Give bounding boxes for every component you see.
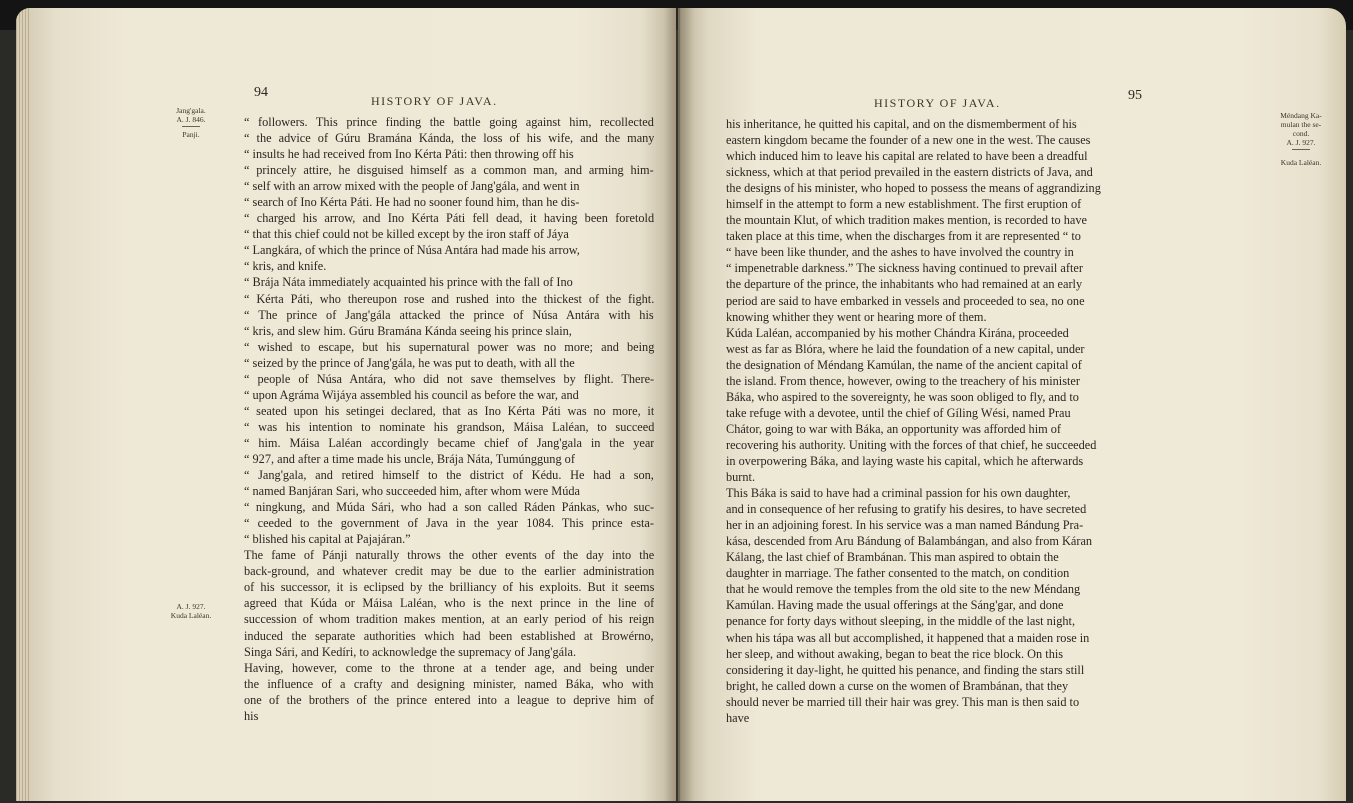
text-line: “ followers. This prince finding the battle going against him, recollected bbox=[244, 115, 654, 129]
text-line: bright, he called down a curse on the women of Brambánan, that they bbox=[726, 678, 1069, 693]
text-line: west as far as Blóra, where he laid the foundation of a new capital, under bbox=[726, 341, 1085, 356]
text-line: “ ningkung, and Múda Sári, who had a son called Ráden Pánkas, who suc- bbox=[244, 500, 654, 515]
body-text bbox=[244, 114, 654, 724]
text-line: considering it day-light, he quitted his penance, and finding the stars still bbox=[726, 662, 1085, 677]
text-line: “ was his intention to nominate his grandson, Máisa Laléan, to succeed bbox=[244, 419, 654, 434]
text-line: induced the separate authorities which had been established at Browérno, bbox=[244, 628, 654, 643]
text-line: “ impenetrable darkness.” The sickness having continued to prevail after bbox=[726, 261, 1083, 276]
left-page-edge bbox=[16, 8, 30, 801]
page-number: 94 bbox=[254, 85, 268, 100]
text-line: “ ceeded to the government of Java in the year 1084. This prince esta- bbox=[244, 516, 654, 531]
text-line: succession of whom tradition makes mention, at an early period of his reign bbox=[244, 612, 654, 627]
text-line: kása, descended from Aru Bándung of Balambángan, and also from Káran bbox=[726, 534, 1093, 549]
margin-note: A. J. 927. Kuda Laléan. bbox=[170, 602, 212, 620]
text-line: “ self with an arrow mixed with the people of Jang'gála, and went in bbox=[244, 179, 580, 194]
text-line: when his tápa was all but accomplished, it happened that a maiden rose in bbox=[726, 630, 1090, 645]
margin-note: Méndang Ka- mulan the se- cond. A. J. 927. bbox=[1276, 111, 1326, 152]
text-line: Having, however, come to the throne at a tender age, and being under bbox=[244, 660, 654, 675]
text-line: her in an adjoining forest. In his service was a man named Bándung Pra- bbox=[726, 518, 1084, 533]
margin-note: Panji. bbox=[182, 130, 200, 139]
text-line: daughter in marriage. The father consented to the match, on condition bbox=[726, 566, 1070, 581]
text-line: should never be married till their hair was grey. This man is then said to bbox=[726, 694, 1080, 709]
text-line: “ have been like thunder, and the ashes to have involved the country in bbox=[726, 245, 1074, 260]
text-line: in overpowering Báka, and laying waste his capital, which he afterwards bbox=[726, 453, 1084, 468]
margin-note: Jang'gala. A. J. 846. bbox=[168, 106, 214, 129]
text-line: “ upon Agráma Wijáya assembled his council as before the war, and bbox=[244, 387, 579, 402]
text-line: “ him. Máisa Laléan accordingly became chief of Jang'gala in the year bbox=[244, 435, 654, 450]
text-line: have bbox=[726, 710, 750, 725]
text-line: “ named Banjáran Sari, who succeeded him, after whom were Múda bbox=[244, 484, 580, 499]
text-line: that he would remove the temples from the old site to the new Méndang bbox=[726, 582, 1081, 597]
text-line: agreed that Kúda or Máisa Laléan, who is the next prince in the line of bbox=[244, 596, 654, 611]
text-line: the designation of Méndang Kamúlan, the name of the ancient capital of bbox=[726, 357, 1082, 372]
text-line: himself in the attempt to form a new establishment. The first eruption of bbox=[726, 197, 1082, 212]
text-line: “ kris, and slew him. Gúru Bramána Kánda seeing his prince slain, bbox=[244, 323, 572, 338]
running-head: HISTORY OF JAVA. bbox=[874, 96, 1001, 110]
open-book bbox=[16, 8, 1346, 801]
text-line: Chátor, going to war with Báka, an opportunity was afforded him of bbox=[726, 421, 1061, 436]
left-page bbox=[16, 8, 676, 801]
right-page bbox=[678, 8, 1346, 801]
text-line: “ 927, and after a time made his uncle, Brája Náta, Tumúnggung of bbox=[244, 451, 575, 466]
text-line: her sleep, and without awaking, began to beat the rice block. On this bbox=[726, 646, 1064, 661]
margin-note: Kuda Laléan. bbox=[1280, 158, 1322, 167]
text-line: “ The prince of Jang'gála attacked the prince of Núsa Antára with his bbox=[244, 307, 654, 322]
text-line: one of the brothers of the prince entered into a league to deprive him of bbox=[244, 692, 654, 707]
text-line: “ princely attire, he disguised himself as a common man, and arming him- bbox=[244, 163, 654, 178]
text-line: and in consequence of her refusing to gratify his desires, to have secreted bbox=[726, 502, 1087, 517]
text-line: period are said to have embarked in vessels and proceeded to sea, no one bbox=[726, 293, 1085, 308]
text-line: Báka, who aspired to the sovereignty, he was soon obliged to fly, and to bbox=[726, 389, 1079, 404]
text-line: This Báka is said to have had a criminal passion for his own daughter, bbox=[726, 486, 1071, 501]
text-line: Kúda Laléan, accompanied by his mother Chándra Kirána, proceeded bbox=[726, 325, 1069, 340]
text-line: Singa Sári, and Kedíri, to acknowledge the supremacy of Jang'gála. bbox=[244, 644, 577, 659]
text-line: the mountain Klut, of which tradition makes mention, is recorded to have bbox=[726, 213, 1087, 228]
text-line: “ wished to escape, but his supernatural power was no more; and being bbox=[244, 339, 654, 354]
text-line: the departure of the prince, the inhabitants who had remained at an early bbox=[726, 277, 1083, 292]
text-line: “ Kérta Páti, who thereupon rose and rushed into the thickest of the fight. bbox=[244, 291, 654, 306]
text-line: “ Jang'gala, and retired himself to the district of Kédu. He had a son, bbox=[244, 468, 654, 483]
text-line: “ kris, and knife. bbox=[244, 259, 327, 274]
text-line: “ seated upon his setingei declared, that as Ino Kérta Páti was no more, it bbox=[244, 403, 654, 418]
text-line: taken place at this time, when the discharges from it are represented “ to bbox=[726, 229, 1081, 244]
text-line: “ insults he had received from Ino Kérta Páti: then throwing off his bbox=[244, 147, 574, 162]
text-line: sickness, which at that period prevailed in the eastern districts of Java, and bbox=[726, 165, 1093, 180]
text-line: knowing whither they went or hearing more of them. bbox=[726, 309, 987, 324]
text-line: take refuge with a devotee, until the chief of Gíling Wési, named Prau bbox=[726, 405, 1071, 420]
text-line: his inheritance, he quitted his capital, and on the dismemberment of his bbox=[726, 117, 1077, 131]
text-line: “ Langkára, of which the prince of Núsa Antára had made his arrow, bbox=[244, 243, 580, 258]
text-line: recovering his authority. Uniting with the forces of that chief, he succeeded bbox=[726, 437, 1097, 452]
text-line: penance for forty days without sleeping, in the middle of the last night, bbox=[726, 614, 1076, 629]
book-gutter bbox=[664, 8, 694, 801]
text-line: which induced him to leave his capital are related to have been a dreadful bbox=[726, 149, 1088, 164]
text-line: Kálang, the last chief of Brambánan. This man aspired to obtain the bbox=[726, 550, 1059, 565]
text-line: “ people of Núsa Antára, who did not save themselves by flight. There- bbox=[244, 371, 654, 386]
body-text bbox=[726, 116, 1266, 726]
text-line: of his successor, it is eclipsed by the brilliancy of his exploits. But it seems bbox=[244, 580, 654, 595]
text-line: “ Brája Náta immediately acquainted his prince with the fall of Ino bbox=[244, 275, 573, 290]
text-line: The fame of Pánji naturally throws the other events of the day into the bbox=[244, 548, 654, 563]
text-line: his bbox=[244, 708, 259, 723]
text-line: the designs of his minister, who hoped to possess the means of aggrandizing bbox=[726, 181, 1101, 196]
text-line: “ the advice of Gúru Bramána Kánda, the loss of his wife, and the many bbox=[244, 131, 654, 146]
text-line: “ seized by the prince of Jang'gála, he was put to death, with all the bbox=[244, 355, 575, 370]
text-line: Kamúlan. Having made the usual offerings at the Sáng'gar, and done bbox=[726, 598, 1064, 613]
text-line: “ that this chief could not be killed except by the iron staff of Jáya bbox=[244, 227, 569, 242]
text-line: eastern kingdom became the founder of a new one in the west. The causes bbox=[726, 133, 1091, 148]
page-number: 95 bbox=[1128, 88, 1142, 103]
text-line: the island. From thence, however, owing to the treachery of his minister bbox=[726, 373, 1080, 388]
text-line: “ blished his capital at Pajajáran.” bbox=[244, 532, 411, 547]
text-line: “ charged his arrow, and Ino Kérta Páti fell dead, it having been foretold bbox=[244, 211, 654, 226]
running-head: HISTORY OF JAVA. bbox=[371, 94, 498, 108]
text-line: back-ground, and whatever credit may be due to the earlier administration bbox=[244, 564, 654, 579]
text-line: the influence of a crafty and designing minister, named Báka, who with bbox=[244, 676, 654, 691]
text-line: burnt. bbox=[726, 470, 756, 485]
text-line: “ search of Ino Kérta Páti. He had no sooner found him, than he dis- bbox=[244, 195, 580, 210]
